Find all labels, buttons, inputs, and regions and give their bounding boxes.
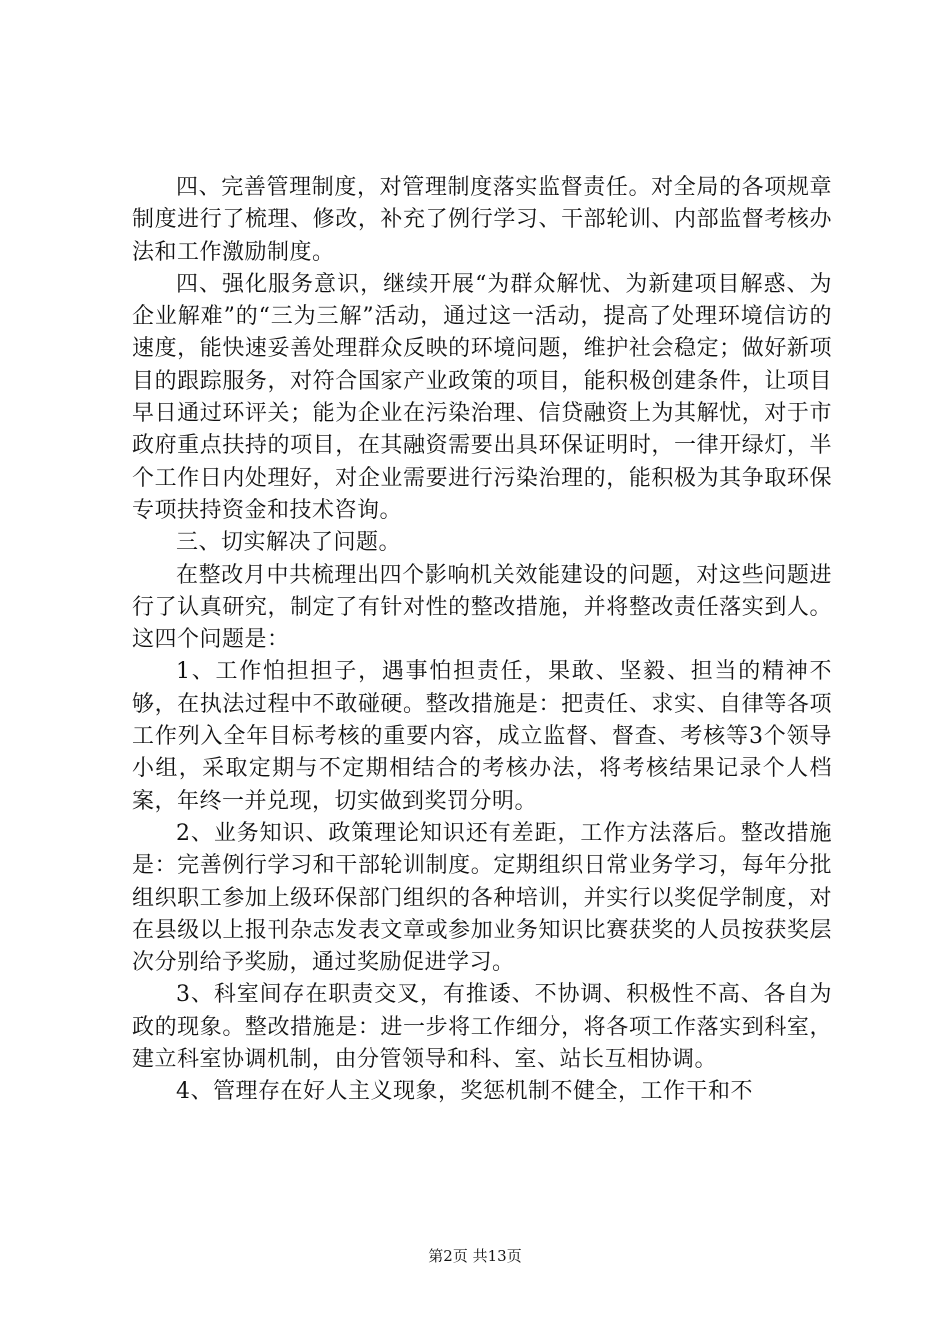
document-body — [132, 172, 832, 1109]
paragraph: 在整改月中共梳理出四个影响机关效能建设的问题，对这些问题进行了认真研究，制定了有针对性的整改措施，并将整改责任落实到人。这四个问题是： — [132, 562, 832, 653]
paragraph: 1、工作怕担担子，遇事怕担责任，果敢、坚毅、担当的精神不够，在执法过程中不敢碰硬。整改措施是：把责任、求实、自律等各项工作列入全年目标考核的重要内容，成立监督、督查、考核等3个领导小组，采取定期与不定期相结合的考核办法，将考核结果记录个人档案，年终一并兑现，切实做到奖罚分明。 — [132, 659, 832, 814]
paragraph: 四、强化服务意识，继续开展“为群众解忧、为新建项目解惑、为企业解难”的“三为三解”活动，通过这一活动，提高了处理环境信访的速度，能快速妥善处理群众反映的环境问题，维护社会稳定；做好新项目的跟踪服务，对符合国家产业政策的项目，能积极创建条件，让项目早日通过环评关；能为企业在污染治理、信贷融资上为其解忧，对于市政府重点扶持的项目，在其融资需要出具环保证明时，一律开绿灯，半个工作日内处理好，对企业需要进行污染治理的，能积极为其争取环保专项扶持资金和技术咨询。 — [132, 271, 832, 523]
paragraph: 三、切实解决了问题。 — [176, 530, 402, 556]
page-footer: 第2页 共13页 — [428, 1247, 522, 1265]
paragraph: 2、业务知识、政策理论知识还有差距，工作方法落后。整改措施是：完善例行学习和干部轮训制度。定期组织日常业务学习，每年分批组织职工参加上级环保部门组织的各种培训，并实行以奖促学制度，对在县级以上报刊杂志发表文章或参加业务知识比赛获奖的人员按获奖层次分别给予奖励，通过奖励促进学习。 — [132, 820, 832, 976]
paragraph: 4、管理存在好人主义现象，奖惩机制不健全，工作干和不 — [176, 1079, 753, 1105]
paragraph: 四、完善管理制度，对管理制度落实监督责任。对全局的各项规章制度进行了梳理、修改，补充了例行学习、干部轮训、内部监督考核办法和工作激励制度。 — [132, 175, 832, 265]
paragraph: 3、科室间存在职责交叉，有推诿、不协调、积极性不高、各自为政的现象。整改措施是：进一步将工作细分，将各项工作落实到科室，建立科室协调机制，由分管领导和科、室、站长互相协调。 — [132, 982, 832, 1073]
